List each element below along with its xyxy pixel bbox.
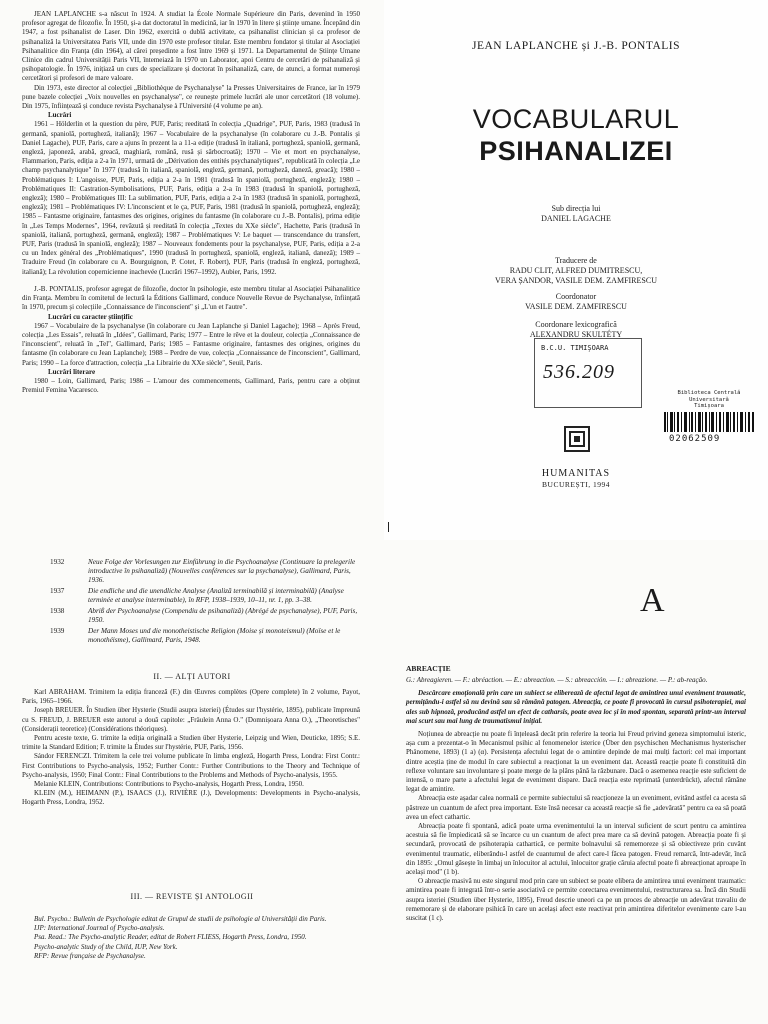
- list-item: Joseph BREUER. În Studien über Hysterie (Studii asupra isteriei) (Études sur l'hystérie, 1895), publicate împreună cu S. FREUD, J. BREUER este autorul a două capitole: „Fräulein Anna O." (Domnișoara Anna O.), „Theoretisches" (Considerații teoretice) (Considérations théoriques).: [22, 706, 360, 733]
- works-list: 1961 – Hölderlin et la question du père, PUF, Paris; reeditată în colecția „Quadrige", PUF, Paris, 1983 (tradusă în germană, spaniolă, portugheză, italiană); 1967 – Vocabulaire de la psychanalyse (în colaborare cu J.-B. Pontalis și Daniel Lagache), PUF, Paris, care a ajuns în prezent la a 11-a ediție (tradusă în italiană, portugheză, spaniolă, germană, engleză, japoneză, arabă, greacă, maghiară, română, rusă și sârbocroată); 1970 – Vie et mort en psychanalyse, Flammarion, Paris, ediția a 2-a în 1971, urmată de „Dérivation des entités psychanalytiques", republicată în colecția „Le champ psychanalytique" în 1977 (tradusă în italiană, spaniolă, engleză, germană, portugheză, daneză, greacă); 1980 – Problématiques I: L'angoisse, PUF, Paris, ediția a 2-a în 1981 (tradusă în spaniolă, portugheză, engleză); 1980 – Problématiques II: Castration-Symbolisations, PUF, Paris, ediția a 2-a în 1983 (tradusă în spaniolă, portugheză, engleză); 1980 – Problématiques III: La sublimation, PUF, Paris, ediția a 2-a în 1983 (tradusă în spaniolă, portugheză, engleză); 1981 – Problématiques IV: L'inconscient et le ça, PUF, Paris, 1981 (tradusă în spaniolă, portugheză, engleză); 1985 – Fantasme originaire, fantasmes des origines, origines du fantasme (în colaborare cu J.-B. Pontalis), prima ediție în „Les Temps Modernes", 1964, revăzută și reeditată în colecția „Textes du XXe siècle", Hachette, Paris (tradusă în spaniolă, italiană, portugheză, germană, engleză); 1987 – Problématiques V: Le baquet — transcendance du transfert, PUF, Paris (tradusă în spaniolă, engleză); 1987 – Nouveaux fondements pour la psychanalyse, PUF, Paris, ediția a 2-a cu un Index général des „Problématiques", 1990 (tradusă în portugheză, spaniolă, engleză, italiană, daneză); 1989 – Traduire Freud (în colaborare cu A. Bourguignon, P. Cotet, F. Robert), PUF, Paris (tradusă în engleză, portugheză, italiană); La révolution copernicienne inachevée (Lucrări 1967–1992), Aubier, Paris, 1992.: [22, 120, 360, 276]
- barcode-icon: [664, 412, 754, 432]
- entry-paragraph: Abreacția poate fi spontană, adică poate urma evenimentului la un interval suficient de scurt pentru ca amintirea acestuia să fie împiedicată să se încarce cu un cuantum de afect prea mare ca să devină patogen. Abreacția poate fi și secundară, provocată de psihoterapia cathartică, ce permite bolnavului să rememoreze și să obiectiveze prin cuvânt evenimentul traumatic, eliberându-l astfel de cuantumul de afect care-l făcea patogen. Freud remarcă, într-adevăr, încă din 1895: „Omul găsește în limbaj un înlocuitor al actului, înlocuitor grație căruia afectul poate fi abreacționat aproape în același mod" (1 b).: [406, 822, 746, 877]
- publisher-city-year: BUCUREȘTI, 1994: [542, 480, 610, 489]
- pontalis-bio: J.-B. PONTALIS, profesor agregat de filozofie, doctor în psihologie, este membru titular al Asociației Psihanalitice din Franța. Membru în comitetul de lectură la Éditions Gallimard, conduce Nouvelle Revue de Psychanalyse, înființată în 1970, precum și colecțiile „Connaissance de l'inconscient" și „L'un et l'autre".: [22, 284, 360, 312]
- laplanche-bio-1: JEAN LAPLANCHE s-a născut în 1924. A studiat la École Normale Supérieure din Paris, devenind în 1950 profesor agregat de filozofie. În 1950, și-a dat doctoratul în medicină, iar în 1970 în litere și științe umane. Începând din 1947, a fost psihanalist de Laser. Din 1962, exercită o dublă activitate, ca psihanalist clinician și ca profesor de psihanaliză la Universitatea Paris VII, unde din 1970 este profesor titular. Este membru fondator și titular al Asociației Psihanalitice din Franța (din 1964), al cărei președinte a fost între 1969 și 1971. La Departamentul de Științe Umane Clinice din cadrul Universității Paris VII, întemeiază în 1970 un Laborator, apoi Centru de cercetări de psihanaliză și psihopatologie. În 1976, inițiază un curs de specializare și doctorat în psihanaliză, care, de atunci, a format numeroși cercetători și profesori de mare valoare.: [22, 10, 360, 83]
- translators-line2: VERA ȘANDOR, VASILE DEM. ZAMFIRESCU: [495, 276, 657, 285]
- list-item: 1937 Die endliche und die unendliche Analyse (Analiză terminabilă și interminabilă) (Analyse terminée et analyse interminable), în RFP, 1938–1939, 10–11, nr. 1, pp. 3–38.: [50, 587, 344, 604]
- lexico-label: Coordonare lexicografică: [535, 320, 617, 329]
- works-heading: Lucrări: [48, 111, 72, 120]
- translation-label: Traducere de: [555, 256, 597, 265]
- library-name: Biblioteca Centrală Universitară Timișoara: [677, 390, 741, 409]
- book-title-line2: PSIHANALIZEI: [479, 136, 673, 166]
- list-item: Bul. Psycho.: Bulletin de Psychologie editat de Grupul de studii de psihologie al Universității din Paris.: [34, 915, 327, 923]
- literary-list: 1980 – Loin, Gallimard, Paris; 1986 – L'amour des commencements, Gallimard, Paris, pentru care a obținut Premiul Femina Vacaresco.: [22, 376, 360, 395]
- section-letter: A: [640, 582, 665, 619]
- freud-works-list: [50, 558, 362, 647]
- entry-term: ABREACȚIE: [406, 664, 451, 673]
- director-name: DANIEL LAGACHE: [541, 214, 611, 223]
- entry-equivalents: G.: Abreagieren. — F.: abréaction. — E.: abreaction. — S.: abreacción. — I.: abreazione. — P.: ab-reação.: [406, 676, 708, 684]
- entry-body: [406, 676, 746, 923]
- list-item: Karl ABRAHAM. Trimitem la ediția franceză (F.) din Œuvres complètes (Opere complete) în 2 volume, Payot, Paris, 1965–1966.: [22, 688, 360, 706]
- list-item: 1938 Abriß der Psychoanalyse (Compendiu de psihanaliză) (Abrégé de psychanalyse), PUF, Paris, 1950.: [50, 607, 358, 624]
- list-item: 1939 Der Mann Moses und die monotheistische Religion (Moise și monoteismul) (Moïse et le monothéisme), Gallimard, Paris, 1948.: [50, 627, 341, 644]
- list-item: RFP: Revue française de Psychanalyse.: [34, 951, 146, 960]
- stamp-header: B.C.U. TIMIȘOARA: [541, 344, 609, 352]
- list-item: KLEIN (M.), HEIMANN (P.), ISAACS (J.), RIVIÈRE (J.), Developments: Developments in Psycho-analysis, Hogarth Press, Londra, 1952.: [22, 789, 360, 807]
- stamp-number: 536.209: [543, 361, 615, 383]
- coordinator-name: VASILE DEM. ZAMFIRESCU: [525, 302, 627, 311]
- list-item: Psycho-analytic Study of the Child, IUP, New York.: [34, 942, 178, 951]
- lexicographer-name: ALEXANDRU SKULTÉTY: [529, 330, 623, 339]
- list-item: Pentru aceste texte, G. trimite la ediția originală a Studien über Hysterie, Leipzig und Wien, Deuticke, 1895; S.E. trimite la Standard Edition; F. trimite la Études sur l'hystérie, PUF, Paris, 1956.: [22, 734, 360, 752]
- coordinator-label: Coordonator: [555, 292, 597, 301]
- entry-paragraph: Noțiunea de abreacție nu poate fi înțeleasă decât prin referire la teoria lui Freud privind geneza simptomului isteric, așa cum a prezentat-o în Mecanismul psihic al fenomenelor isterice (Über den psychischen Mechanismus hysterischer Phänomene, 1893) (1 a) (α). Persistența afectului legat de o amintire depinde de mai mulți factori: cel mai important dintre aceștia ține de modul în care subiectul a reacționat la un eveniment dat. Această reacție poate fi constituită din reflexe voluntare sau involuntare și poate merge de la plâns până la răzbunare. Dacă o asemenea reacție este suficient de intensă, o mare parte a afectului legat de eveniment dispare. Dacă reacția este reprimată (unterdrückt), afectul rămâne legat de amintire.: [406, 730, 746, 794]
- laplanche-bio-2: Din 1973, este director al colecției „Bibliothèque de Psychanalyse" la Presses Universitaires de France, iar în 1979 pune bazele colecției „Voix nouvelles en psychanalyse", ce reunește primele lucrări ale unor cercetători (18 volume). Din 1975, înființează și conduce revista Psychanalyse à l'Université (4 volume pe an).: [22, 83, 360, 111]
- entry-paragraph: Abreacția este așadar calea normală ce permite subiectului să reacționeze la un eveniment, evitând astfel ca acesta să păstreze un cuantum de afect prea important. Este însă necesar ca această reacție să fie „adevărată" pentru ca ea să poată avea un efect cathartic.: [406, 794, 746, 821]
- other-authors-list: [22, 688, 360, 808]
- page-title: [384, 0, 768, 540]
- section-other-authors-heading: II. — ALȚI AUTORI: [153, 672, 231, 681]
- page-bibliography: [0, 540, 384, 1024]
- journals-list: [22, 915, 360, 961]
- list-item: Melanie KLEIN, Contributions: Contributions to Psycho-analysis, Hogarth Press, Londra, 1950.: [34, 780, 304, 789]
- book-authors: JEAN LAPLANCHE și J.-B. PONTALIS: [471, 40, 681, 52]
- entry-definition: Descărcare emoțională prin care un subiect se eliberează de afectul legat de amintirea unui eveniment traumatic, permițându-i astfel să nu devină sau să rămână patogen. Abreacția, ce poate fi provocată în cursul psihoterapiei, mai ales sub hipnoză, producând astfel un efect de catharsis, poate avea loc și în mod spontan, separată printr-un interval mai scurt sau mai lung de traumatismul inițial.: [406, 689, 746, 725]
- list-item: Sándor FERENCZI. Trimitem la cele trei volume publicate în limba engleză, Hogarth Press, Londra: First Contr.: First Contributions to Psycho-analysis, 1952; Further Contr.: Further Contributions to the Theory and Technique of Psycho-analysis, 1950; Final Contr.: Final Contributions to the Problems and Methods of Psycho-analysis, 1955.: [22, 752, 360, 779]
- text-cursor-icon: [388, 522, 389, 532]
- direction-label: Sub direcția lui: [551, 204, 601, 213]
- scientific-list: 1967 – Vocabulaire de la psychanalyse (în colaborare cu Jean Laplanche și Daniel Lagache); 1968 – Après Freud, colecția „Les Essais", reluată în „Idées", Gallimard, Paris; 1977 – Entre le rêve et la douleur, colecția „Connaissance de l'inconscient", reluată în „Tel", Gallimard, Paris; 1985 – Fantasme originaire, fantasmes des origines, origines du fantasme (în colaborare cu Jean Laplanche); 1988 – Perdre de vue, colecția „Connaissance de l'inconscient", Gallimard, Paris; 1990 – La force d'attraction, colecția „La Librairie du XXe siècle", Seuil, Paris.: [22, 321, 360, 367]
- list-item: Psa. Read.: The Psycho-analytic Reader, editat de Robert FLIESS, Hogarth Press, Londra, 1950.: [34, 933, 307, 942]
- publisher-logo-icon: [564, 426, 590, 452]
- library-stamp: [534, 338, 642, 408]
- page-authors-bio: [0, 0, 384, 540]
- section-journals-heading: III. — REVISTE ȘI ANTOLOGII: [130, 892, 254, 901]
- entry-paragraph: O abreacție masivă nu este singurul mod prin care un subiect se poate elibera de amintirea unui eveniment traumatic: amintirea poate fi integrată într-o serie asociativă ce permite corectarea evenimentului, restructurarea sa. Încă din Studii asupra isteriei (Studien über Hysterie, 1895), Freud descrie uneori ca pe un proces de abreacție un adevărat travaliu de rememorare și de elaborare psihică în care un același afect este reactivat prin amintirea diferitelor evenimente care l-au suscitat (1 c).: [406, 877, 746, 923]
- list-item: IJP: International Journal of Psycho-analysis.: [34, 924, 165, 933]
- publisher-name: HUMANITAS: [541, 468, 611, 479]
- translators-line1: RADU CLIT, ALFRED DUMITRESCU,: [509, 266, 643, 275]
- scientific-heading: Lucrări cu caracter științific: [48, 312, 133, 321]
- page-dictionary-entry: [384, 540, 768, 1024]
- bio-text: [22, 10, 360, 395]
- list-item: 1932 Neue Folge der Vorlesungen zur Einführung in die Psychoanalyse (Continuare la prelegerile introductive în psihanaliză) (Nouvelles conférences sur la psychanalyse), Gallimard, Paris, 1936.: [50, 558, 356, 584]
- barcode-number: 02062509: [669, 434, 721, 444]
- literary-heading: Lucrări literare: [48, 367, 96, 376]
- book-title-line1: VOCABULARUL: [472, 104, 680, 134]
